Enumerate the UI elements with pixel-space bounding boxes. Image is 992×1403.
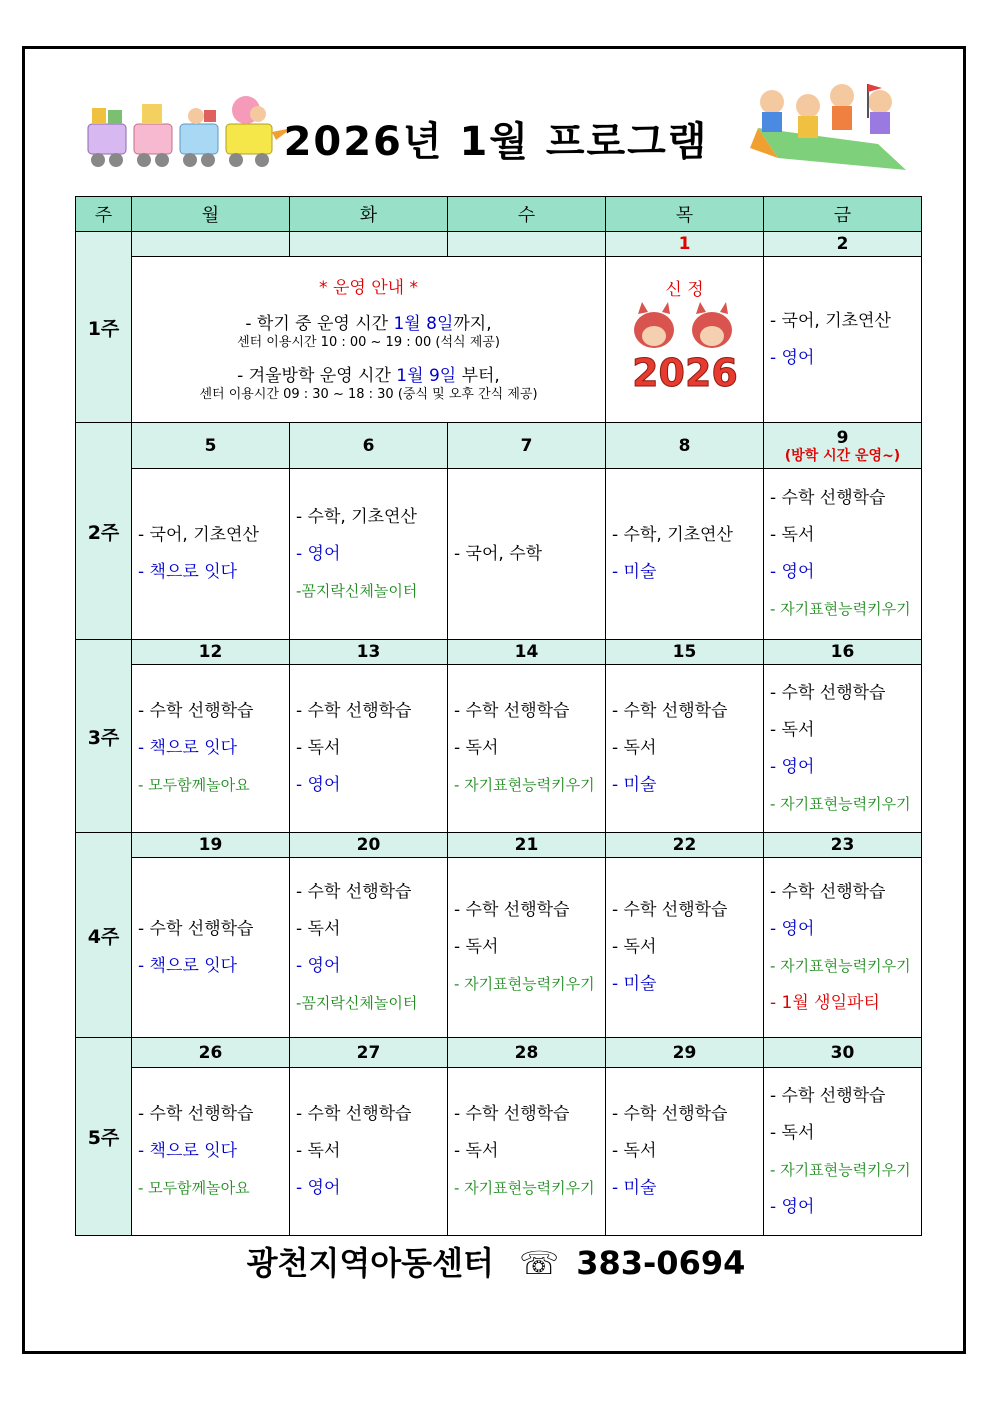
week1-content-row [76, 257, 922, 423]
week1-date-row [76, 232, 922, 257]
w2-tue-cell [290, 469, 448, 640]
program-item: - 영어 [770, 347, 815, 368]
w5-mon-cell [132, 1068, 290, 1236]
w3-tue-cell [290, 665, 448, 833]
program-item: - 국어, 수학 [454, 543, 543, 564]
program-item: - 모두함께놀아요 [138, 1179, 250, 1197]
program-item: - 영어 [770, 918, 815, 939]
notice-detail: 센터 이용시간 09 : 30 ~ 18 : 30 (중식 및 오후 간식 제공) [199, 386, 538, 402]
date-cell: 26 [132, 1038, 290, 1068]
w2-fri-cell [764, 469, 922, 640]
date-cell: 21 [448, 833, 606, 858]
program-item: - 영어 [770, 1196, 815, 1217]
date-cell: 12 [132, 640, 290, 665]
program-item: - 미술 [612, 974, 657, 994]
week-label: 1주 [76, 232, 132, 423]
notice-date: 1월 8일 [393, 313, 454, 334]
header-thu: 목 [606, 197, 764, 232]
program-item: - 영어 [770, 562, 815, 582]
date-cell: 27 [290, 1038, 448, 1068]
notice-heading: * 운영 안내 * [319, 277, 418, 298]
header-mon: 월 [132, 197, 290, 232]
program-item: - 수학, 기초연산 [612, 525, 733, 545]
program-item: - 영어 [296, 543, 341, 564]
program-item: - 독서 [770, 719, 815, 740]
program-item: - 수학 선행학습 [296, 881, 412, 902]
date-cell: 19 [132, 833, 290, 858]
program-item: - 수학 선행학습 [138, 918, 254, 939]
program-item: - 영어 [296, 775, 341, 795]
program-item: - 독서 [612, 738, 657, 758]
date-cell: 5 [132, 423, 290, 469]
program-item: - 자기표현능력키우기 [770, 956, 911, 975]
week4-content-row [76, 858, 922, 1038]
date-cell: 29 [606, 1038, 764, 1068]
header-tue: 화 [290, 197, 448, 232]
program-item: - 자기표현능력키우기 [454, 1179, 595, 1197]
w3-mon-cell [132, 665, 290, 833]
header-wed: 수 [448, 197, 606, 232]
w5-wed-cell [448, 1068, 606, 1236]
week5-date-row [76, 1038, 922, 1068]
weekday-header-row [76, 197, 922, 232]
program-item: - 영어 [296, 955, 341, 976]
week4-date-row [76, 833, 922, 858]
w4-wed-cell [448, 858, 606, 1038]
date-cell: 28 [448, 1038, 606, 1068]
program-item: - 독서 [296, 1141, 341, 1161]
program-item: - 자기표현능력키우기 [770, 794, 911, 813]
phone-number: 383-0694 [576, 1244, 746, 1282]
week2-content-row [76, 469, 922, 640]
program-item: - 독서 [454, 937, 499, 957]
program-item: - 책으로 잇다 [138, 955, 238, 976]
program-item: - 모두함께놀아요 [138, 776, 250, 794]
date-cell-with-note: 9 (방학 시간 운영~) [764, 423, 922, 469]
w4-thu-cell [606, 858, 764, 1038]
program-item: - 독서 [296, 738, 341, 758]
date-cell [290, 232, 448, 257]
program-item: - 자기표현능력키우기 [454, 776, 595, 794]
program-item: - 독서 [770, 525, 815, 545]
date-cell: 15 [606, 640, 764, 665]
footer-contact [0, 1238, 992, 1284]
children-illustration [748, 78, 908, 172]
date-cell: 20 [290, 833, 448, 858]
date-cell: 16 [764, 640, 922, 665]
w1-fri-cell [764, 257, 922, 423]
week-label: 4주 [76, 833, 132, 1038]
w2-mon-cell [132, 469, 290, 640]
program-item: - 영어 [296, 1178, 341, 1198]
program-item: - 수학 선행학습 [454, 701, 570, 721]
header-week: 주 [76, 197, 132, 232]
program-item: - 책으로 잇다 [138, 1141, 238, 1161]
program-item: - 수학 선행학습 [770, 488, 886, 508]
new-year-cell [606, 257, 764, 423]
w4-fri-cell [764, 858, 922, 1038]
program-item: - 자기표현능력키우기 [770, 600, 911, 618]
program-item: - 수학 선행학습 [612, 701, 728, 721]
w4-mon-cell [132, 858, 290, 1038]
page-title: 2026년 1월 프로그램 [283, 119, 709, 165]
program-item: - 영어 [770, 756, 815, 777]
w3-thu-cell [606, 665, 764, 833]
w3-wed-cell [448, 665, 606, 833]
program-item: - 독서 [296, 918, 341, 939]
w2-thu-cell [606, 469, 764, 640]
program-item: - 미술 [612, 775, 657, 795]
program-item: - 독서 [612, 1141, 657, 1161]
notice-date: 1월 9일 [396, 365, 457, 386]
w5-tue-cell [290, 1068, 448, 1236]
program-item: -꼼지락신체놀이터 [296, 993, 418, 1012]
program-item: - 수학 선행학습 [770, 1085, 886, 1106]
date-cell: 1 [606, 232, 764, 257]
date-cell: 30 [764, 1038, 922, 1068]
program-item: - 수학 선행학습 [612, 1104, 728, 1124]
w2-wed-cell [448, 469, 606, 640]
w3-fri-cell [764, 665, 922, 833]
program-item: - 수학 선행학습 [612, 900, 728, 920]
notice-line2: - 겨울방학 운영 시간 1월 9일 부터, [237, 365, 500, 386]
week-label: 5주 [76, 1038, 132, 1236]
program-item: - 수학 선행학습 [296, 1104, 412, 1124]
program-item: - 미술 [612, 1178, 657, 1198]
center-name: 광천지역아동센터 [246, 1244, 494, 1282]
date-cell: 6 [290, 423, 448, 469]
new-year-digits: 2026 [631, 351, 738, 392]
program-item: - 자기표현능력키우기 [770, 1160, 911, 1179]
week3-content-row [76, 665, 922, 833]
w5-thu-cell [606, 1068, 764, 1236]
vacation-hours-note: (방학 시간 운영~) [784, 447, 901, 464]
program-item: - 수학, 기초연산 [296, 506, 417, 527]
program-item: - 독서 [454, 738, 499, 758]
new-year-label: 신 정 [665, 280, 704, 300]
program-item: - 국어, 기초연산 [138, 525, 259, 545]
date-cell: 13 [290, 640, 448, 665]
notice-detail: 센터 이용시간 10 : 00 ~ 19 : 00 (석식 제공) [237, 334, 500, 350]
w4-tue-cell [290, 858, 448, 1038]
date-cell: 7 [448, 423, 606, 469]
program-item: - 독서 [612, 937, 657, 957]
program-item: - 책으로 잇다 [138, 562, 238, 582]
program-item: - 독서 [770, 1122, 815, 1143]
notice-line1: - 학기 중 운영 시간 1월 8일까지, [245, 313, 492, 334]
w5-fri-cell [764, 1068, 922, 1236]
phone-icon: ☏ [519, 1244, 560, 1282]
date-cell: 23 [764, 833, 922, 858]
new-year-horse-icon [620, 300, 750, 392]
program-item: - 수학 선행학습 [770, 682, 886, 703]
date-cell: 22 [606, 833, 764, 858]
program-item: - 수학 선행학습 [296, 701, 412, 721]
program-item: - 자기표현능력키우기 [454, 975, 595, 993]
date-cell [132, 232, 290, 257]
program-item: - 독서 [454, 1141, 499, 1161]
week5-content-row [76, 1068, 922, 1236]
program-item: -꼼지락신체놀이터 [296, 581, 418, 600]
program-item: - 수학 선행학습 [770, 881, 886, 902]
program-item: - 국어, 기초연산 [770, 310, 891, 331]
program-item: - 미술 [612, 562, 657, 582]
program-item: - 수학 선행학습 [138, 701, 254, 721]
week2-date-row [76, 423, 922, 469]
week3-date-row [76, 640, 922, 665]
program-item: - 책으로 잇다 [138, 738, 238, 758]
week-label: 3주 [76, 640, 132, 833]
date-cell: 2 [764, 232, 922, 257]
date-cell [448, 232, 606, 257]
program-item: - 수학 선행학습 [138, 1104, 254, 1124]
header-fri: 금 [764, 197, 922, 232]
program-item: - 1월 생일파티 [770, 992, 880, 1013]
week-label: 2주 [76, 423, 132, 640]
date-cell: 8 [606, 423, 764, 469]
program-calendar-table [75, 196, 922, 1236]
date-cell: 14 [448, 640, 606, 665]
program-item: - 수학 선행학습 [454, 900, 570, 920]
program-item: - 수학 선행학습 [454, 1104, 570, 1124]
notice-box [132, 257, 606, 423]
